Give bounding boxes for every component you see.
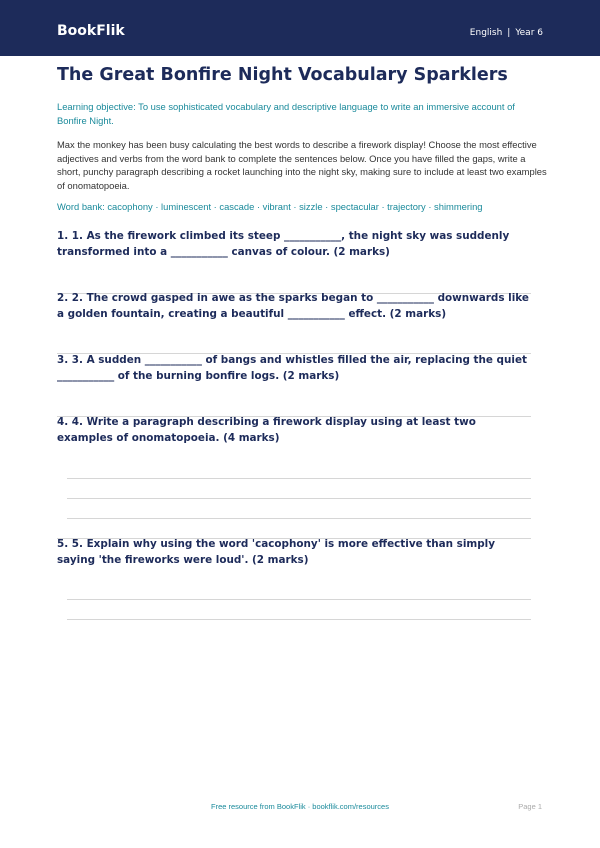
answer-line[interactable] (67, 599, 531, 600)
footer-credit-link[interactable]: Free resource from BookFlik · bookflik.com/resources (211, 802, 389, 811)
worksheet-title: The Great Bonfire Night Vocabulary Sparklers (57, 65, 508, 85)
question-4: 4. 4. Write a paragraph describing a firework display using at least two examples of onomatopoeia. (4 marks) (57, 416, 476, 444)
header-meta (470, 28, 543, 38)
footer (0, 802, 600, 816)
answer-line[interactable] (67, 498, 531, 499)
word-bank: Word bank: cacophony · luminescent · cascade · vibrant · sizzle · spectacular · trajectory · shimmering (57, 201, 483, 212)
question-3: 3. 3. A sudden ___________ of bangs and whistles filled the air, replacing the quiet ___________ of the burning bonfire logs. (2 marks) (57, 354, 527, 382)
answer-line[interactable] (67, 478, 531, 479)
intro-paragraph: Max the monkey has been busy calculating the best words to describe a firework display! Choose the most effective adjectives and verbs from the word bank to complete the sentences below. Once you have filled the gaps, write a short, punchy paragraph describing a rocket launching into the night sky, making sure to include at least two examples of onomatopoeia. (57, 139, 547, 191)
year-label: Year 6 (515, 28, 543, 38)
page-number: Page 1 (518, 802, 542, 811)
brand-logo[interactable]: BookFlik (57, 23, 125, 39)
header-bar (0, 0, 600, 56)
question-1: 1. 1. As the firework climbed its steep ___________, the night sky was suddenly transformed into a ___________ canvas of colour. (2 marks) (57, 230, 510, 258)
answer-line[interactable] (67, 518, 531, 519)
subject-label: English (469, 28, 503, 38)
question-2: 2. 2. The crowd gasped in awe as the sparks began to ___________ downwards like a golden fountain, creating a beautiful ___________ effect. (2 marks) (57, 292, 529, 320)
answer-line[interactable] (67, 619, 531, 620)
question-5: 5. 5. Explain why using the word 'cacophony' is more effective than simply saying 'the fireworks were loud'. (2 marks) (57, 538, 495, 566)
meta-separator: | (507, 28, 511, 38)
learning-objective: Learning objective: To use sophisticated vocabulary and descriptive language to write an immersive account of Bonfire Night. (57, 101, 515, 126)
